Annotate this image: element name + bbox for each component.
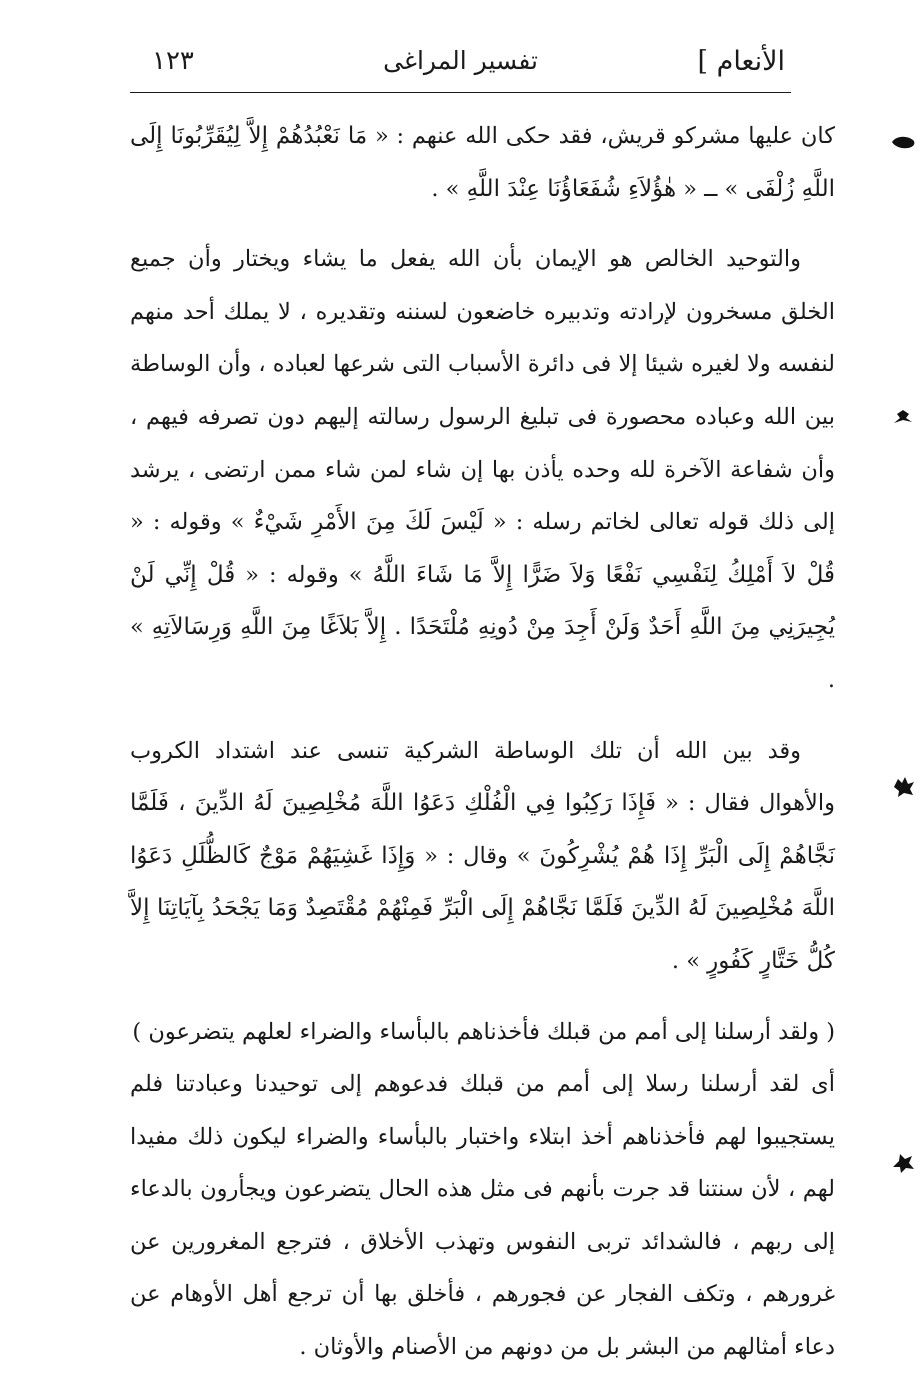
paragraph-text: » . [130, 614, 835, 693]
quran-quote: وَإِذَا غَشِيَهُمْ مَوْجٌ كَالظُّلَلِ دَعَوُا اللَّهَ مُخْلِصِينَ لَهُ الدِّينَ فَلَمَّا نَجَّاهُمْ إِلَى الْبَرِّ فَمِنْهُمْ مُقْتَصِدٌ وَمَا يَجْحَدُ بِآيَاتِنَا إِلاَّ كُلُّ خَتَّارٍ كَفُورٍ [130, 842, 835, 974]
ink-blot-mark [888, 128, 918, 158]
quran-quote: لَيْسَ لَكَ مِنَ الأَمْرِ شَيْءٌ [253, 509, 484, 536]
paragraph-text: » وقال : « [415, 842, 540, 869]
quran-quote: مَا نَعْبُدُهُمْ إِلاَّ لِيُقَرِّبُونَا إِلَى اللَّهِ زُلْفَى [130, 123, 835, 202]
paragraph-text: وقد بين الله أن تلك الوساطة الشركية تنسى عند اشتداد الكروب والأهوال فقال : « [130, 737, 835, 817]
paragraph [130, 110, 835, 215]
quran-quote: قُلْ إِنِّي لَنْ يُجِيرَنِي مِنَ اللَّهِ أَحَدٌ وَلَنْ أَجِدَ مِنْ دُونِهِ مُلْتَحَدًا . إِلاَّ بَلاَغًا مِنَ اللَّهِ وَرِسَالاَتِهِ [130, 561, 835, 641]
page-header [130, 38, 791, 88]
ink-blot-mark [888, 1148, 918, 1178]
verse-heading: ( ولقد أرسلنا إلى أمم من قبلك فأخذناهم بالبأساء والضراء لعلهم يتضرعون ) [132, 1018, 835, 1045]
paragraph-text: » . [431, 175, 467, 202]
paragraph-text: » وقوله : « [130, 509, 254, 536]
ink-blot-mark [888, 404, 918, 434]
paragraph-text: كان عليها مشركو قريش، فقد حكى الله عنهم : « [367, 123, 835, 149]
surah-name: الأنعام ] [697, 46, 785, 77]
paragraph [130, 233, 835, 706]
quran-quote: هٰؤُلاَءِ شُفَعَاؤُنَا عِنْدَ اللَّهِ [466, 175, 677, 202]
paragraph-text: » . [671, 947, 708, 974]
quran-quote: فَإِذَا رَكِبُوا فِي الْفُلْكِ دَعَوُا اللَّهَ مُخْلِصِينَ لَهُ الدِّينَ ، فَلَمَّا نَجَّاهُمْ إِلَى الْبَرِّ إِذَا هُمْ يُشْرِكُونَ [130, 790, 836, 869]
paragraph: أى لقد أرسلنا رسلا إلى أمم من قبلك فدعوهم إلى توحيدنا وعبادتنا فلم يستجيبوا لهم فأخذناهم أخذ ابتلاء واختبار بالبأساء والضراء ليكون ذلك مفيدا لهم ، لأن سنتنا قد جرت بأنهم فى مثل هذه الحال يتضرعون ويجأرون بالدعاء إلى ربهم ، فالشدائد تربى النفوس وتهذب الأخلاق ، فترجع المغرورين عن غرورهم ، وتكف الفجار عن فجورهم ، فأخلق بها أن ترجع أهل الأوهام عن دعاء أمثالهم من البشر بل من دونهم من الأصنام والأوثان . [130, 1071, 836, 1361]
header-rule [130, 92, 791, 93]
book-title: تفسير المراغى [383, 46, 538, 75]
paragraph-text: » وقوله : « [235, 561, 373, 588]
paragraph-text: » ــ « [676, 175, 746, 202]
ink-blot-mark [888, 772, 918, 802]
page-body [130, 110, 835, 1374]
quran-quote: قُلْ لاَ أَمْلِكُ لِنَفْسِي نَفْعًا وَلاَ ضَرًّا إِلاَّ مَا شَاءَ اللَّهُ [372, 561, 835, 588]
paragraph [130, 725, 835, 988]
page-number: ١٢٣ [152, 46, 194, 76]
paragraph-text: والتوحيد الخالص هو الإيمان بأن الله يفعل ما يشاء ويختار وأن جميع الخلق مسخرون لإرادته وتدبيره خاضعون لسننه وتقديره ، لا يملك أحد منهم لنفسه ولا لغيره شيئا إلا فى دائرة الأسباب التى شرعها لعباده ، وأن الوساطة بين الله وعباده محصورة فى تبليغ الرسول رسالته إليهم دون تصرفه فيهم ، وأن شفاعة الآخرة لله وحده يأذن بها إن شاء لمن شاء ممن ارتضى ، يرشد إلى ذلك قوله تعالى لخاتم رسله : « [130, 246, 835, 536]
